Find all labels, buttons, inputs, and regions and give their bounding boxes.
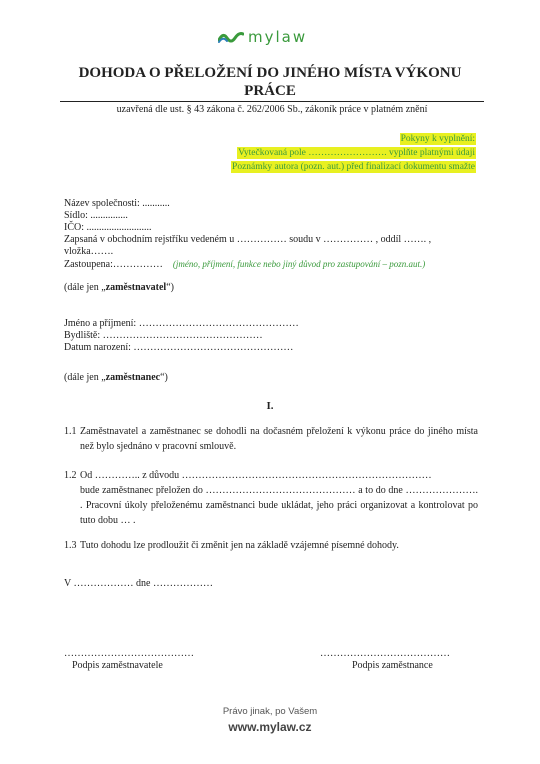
company-registry-insert: vložka……. bbox=[64, 246, 114, 257]
employer-signature-label: Podpis zaměstnavatele bbox=[72, 660, 163, 671]
clause-1-2-continuation: bude zaměstnanec přeložen do ……………………………………… a to do dne …………………. . Pracovní úkoly přeloženému zaměstnanci bude ukládat, jeho práci organizovat a kontrolovat po tuto dobu … . bbox=[80, 485, 478, 526]
clause-1-1 bbox=[64, 424, 478, 454]
clause-1-2 bbox=[64, 468, 478, 483]
document-subtitle: uzavřená dle ust. § 43 zákona č. 262/2006 Sb., zákoník práce v platném znění bbox=[116, 104, 428, 115]
employee-signature-line: ………………………………… bbox=[320, 648, 450, 659]
employee-signature-label: Podpis zaměstnance bbox=[352, 660, 433, 671]
footer-url: www.mylaw.cz bbox=[228, 720, 312, 734]
employee-alias bbox=[64, 372, 168, 384]
company-ico-field: IČO: .......................... bbox=[64, 222, 152, 233]
clause-number: 1.3 bbox=[64, 540, 77, 551]
employer-signature-line: ………………………………… bbox=[64, 648, 194, 659]
alias-employee-term: zaměstnanec bbox=[105, 372, 161, 383]
employer-alias bbox=[64, 282, 174, 294]
company-name-field: Název společnosti: ........... bbox=[64, 198, 170, 209]
clause-number: 1.1 bbox=[64, 426, 77, 437]
employee-address-field: Bydliště: ………………………………………… bbox=[64, 330, 263, 341]
clause-text: Zaměstnavatel a zaměstnanec se dohodli na dočasném přeložení k výkonu práce do jiného místa než bylo sjednáno v pracovní smlouvě. bbox=[80, 426, 478, 452]
clause-text-first-line: Od ………….. z důvodu ………………………………………………………………… bbox=[80, 470, 432, 481]
employee-birthdate-field: Datum narození: ………………………………………… bbox=[64, 342, 294, 353]
title-divider bbox=[60, 101, 484, 102]
company-registry-field: Zapsaná v obchodním rejstříku vedeném u …………… soudu v …………… , oddíl ……. , bbox=[64, 234, 432, 245]
representative-note: (jméno, příjmení, funkce nebo jiný důvod pro zastupování – pozn.aut.) bbox=[172, 259, 426, 269]
alias-prefix: (dále jen „ bbox=[64, 372, 106, 383]
footer-tagline: Právo jinak, po Vašem bbox=[222, 706, 318, 717]
company-representative-field bbox=[64, 258, 425, 271]
employee-name-field: Jméno a příjmení: ………………………………………… bbox=[64, 318, 299, 329]
clause-number: 1.2 bbox=[64, 470, 77, 481]
alias-suffix: “) bbox=[166, 282, 174, 293]
instructions-heading: Pokyny k vyplnění: bbox=[400, 134, 475, 144]
mylaw-logo bbox=[218, 26, 328, 48]
logo-wave-icon bbox=[218, 30, 244, 44]
representative-label: Zastoupena:…………… bbox=[64, 259, 163, 270]
alias-prefix: (dále jen „ bbox=[64, 282, 106, 293]
document-title-line1: DOHODA O PŘELOŽENÍ DO JINÉHO MÍSTA VÝKONU bbox=[78, 65, 462, 81]
place-and-date: V ……………… dne ……………… bbox=[64, 578, 213, 589]
clause-1-3 bbox=[64, 538, 478, 553]
section-heading: I. bbox=[266, 400, 274, 412]
alias-suffix: “) bbox=[160, 372, 168, 383]
instructions-line-notes: Poznámky autora (pozn. aut.) před finalizací dokumentu smažte bbox=[232, 162, 475, 172]
logo-text: mylaw bbox=[248, 28, 308, 46]
document-title-line2: PRÁCE bbox=[244, 83, 296, 99]
company-seat-field: Sídlo: ............... bbox=[64, 210, 128, 221]
instructions-line-fields: Vytečkovaná pole ……………………. vyplňte platnými údaji bbox=[238, 148, 475, 158]
alias-employer-term: zaměstnavatel bbox=[105, 282, 167, 293]
clause-text: Tuto dohodu lze prodloužit či změnit jen na základě vzájemné písemné dohody. bbox=[80, 540, 399, 551]
